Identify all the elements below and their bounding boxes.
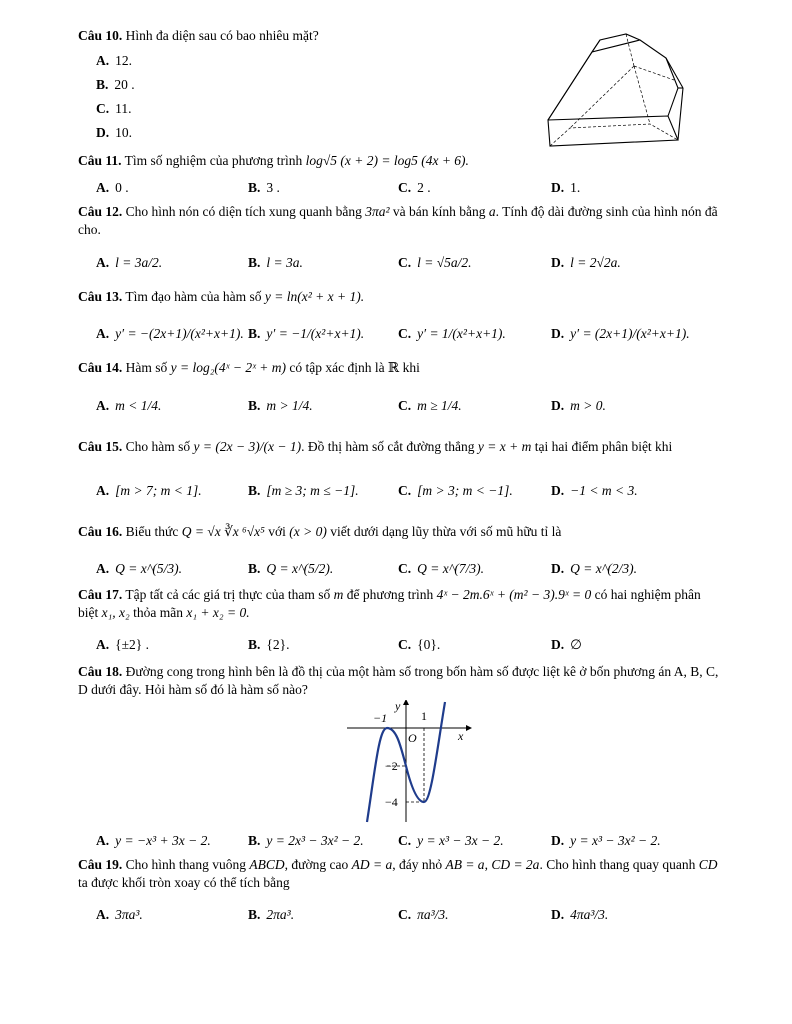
q15-option-a[interactable]: A. [m > 7; m < 1].: [96, 483, 202, 498]
q17-option-d[interactable]: D. ∅: [551, 637, 582, 652]
q16-option-c[interactable]: C. Q = x^(7/3).: [398, 561, 485, 576]
q19-option-d[interactable]: D. 4πa³/3.: [551, 907, 609, 922]
q17-option-b[interactable]: B. {2}.: [248, 637, 290, 652]
q12-option-a[interactable]: A. l = 3a/2.: [96, 255, 163, 270]
q16-option-d[interactable]: D. Q = x^(2/3).: [551, 561, 638, 576]
q14-option-b[interactable]: B. m > 1/4.: [248, 398, 313, 413]
question-15: Câu 15. Cho hàm số y = (2x − 3)/(x − 1). Đồ thị hàm số cắt đường thẳng y = x + m tại hai điểm phân biệt khi: [78, 439, 673, 454]
q16-option-a[interactable]: A. Q = x^(5/3).: [96, 561, 183, 576]
tick-minus-4: −4: [385, 795, 398, 809]
cubic-graph: [345, 700, 475, 824]
q15-option-b[interactable]: B. [m ≥ 3; m ≤ −1].: [248, 483, 359, 498]
q11-option-a[interactable]: A. 0 .: [96, 180, 129, 195]
q16-option-b[interactable]: B. Q = x^(5/2).: [248, 561, 334, 576]
q18-option-c[interactable]: C. y = x³ − 3x − 2.: [398, 833, 504, 848]
q13-option-c[interactable]: C. y′ = 1/(x²+x+1).: [398, 326, 506, 341]
question-label: Câu 10.: [78, 28, 123, 43]
tick-minus-1: −1: [373, 711, 388, 725]
polyhedron-figure: [540, 28, 690, 150]
question-17: Câu 17. Tập tất cả các giá trị thực của tham số m để phương trình 4ˣ − 2m.6ˣ + (m² − 3).9ˣ = 0 có hai nghiệm phân biệt x₁, x₂ thỏa mãn x₁ + x₂ = 0.: [78, 587, 701, 620]
q12-option-d[interactable]: D. l = 2√2a.: [551, 255, 621, 270]
question-text: Hình đa diện sau có bao nhiêu mặt?: [125, 28, 319, 43]
equation: log√5 (x + 2) = log5 (4x + 6).: [305, 153, 469, 168]
q10-option-b[interactable]: B. 20 .: [96, 77, 135, 92]
question-13: Câu 13. Tìm đạo hàm của hàm số y = ln(x² + x + 1).: [78, 289, 365, 304]
q18-option-a[interactable]: A. y = −x³ + 3x − 2.: [96, 833, 211, 848]
q14-option-a[interactable]: A. m < 1/4.: [96, 398, 162, 413]
question-11: Câu 11. Tìm số nghiệm của phương trình log√5 (x + 2) = log5 (4x + 6).: [78, 153, 469, 168]
tick-1: 1: [421, 709, 427, 723]
q17-option-c[interactable]: C. {0}.: [398, 637, 441, 652]
tick-minus-2: −2: [385, 759, 398, 773]
q15-option-d[interactable]: D. −1 < m < 3.: [551, 483, 638, 498]
q10-option-d[interactable]: D. 10.: [96, 125, 132, 140]
q13-option-d[interactable]: D. y′ = (2x+1)/(x²+x+1).: [551, 326, 690, 341]
q19-option-a[interactable]: A. 3πa³.: [96, 907, 143, 922]
q11-option-c[interactable]: C. 2 .: [398, 180, 431, 195]
q14-option-c[interactable]: C. m ≥ 1/4.: [398, 398, 462, 413]
y-label: y: [395, 700, 401, 713]
q18-option-d[interactable]: D. y = x³ − 3x² − 2.: [551, 833, 661, 848]
x-label: x: [458, 729, 464, 743]
question-18: Câu 18. Đường cong trong hình bên là đồ thị của một hàm số trong bốn hàm số được liệt kê ở bốn phương án A, B, C, D dưới đây. Hỏi hàm số đó là hàm số nào?: [78, 664, 719, 697]
origin-label: O: [408, 731, 417, 745]
q18-option-b[interactable]: B. y = 2x³ − 3x² − 2.: [248, 833, 364, 848]
q19-option-b[interactable]: B. 2πa³.: [248, 907, 295, 922]
q13-option-b[interactable]: B. y′ = −1/(x²+x+1).: [248, 326, 365, 341]
question-19: Câu 19. Cho hình thang vuông ABCD, đường cao AD = a, đáy nhỏ AB = a, CD = 2a. Cho hình thang quay quanh CD ta được khối tròn xoay có thể tích bằng: [78, 857, 718, 890]
question-12: Câu 12. Cho hình nón có diện tích xung quanh bằng 3πa² và bán kính bằng a. Tính độ dài đường sinh của hình nón đã cho.: [78, 204, 718, 237]
question-16: Câu 16. Biểu thức Q = √x ∛x ⁶√x⁵ với (x > 0) viết dưới dạng lũy thừa với số mũ hữu tỉ là: [78, 524, 562, 539]
q11-option-d[interactable]: D. 1.: [551, 180, 581, 195]
q12-option-b[interactable]: B. l = 3a.: [248, 255, 303, 270]
q10-option-c[interactable]: C. 11.: [96, 101, 132, 116]
q11-option-b[interactable]: B. 3 .: [248, 180, 280, 195]
q19-option-c[interactable]: C. πa³/3.: [398, 907, 449, 922]
q13-option-a[interactable]: A. y′ = −(2x+1)/(x²+x+1).: [96, 326, 244, 341]
q17-option-a[interactable]: A. {±2} .: [96, 637, 149, 652]
q15-option-c[interactable]: C. [m > 3; m < −1].: [398, 483, 513, 498]
q12-option-c[interactable]: C. l = √5a/2.: [398, 255, 472, 270]
question-14: Câu 14. Hàm số y = log₂(4ˣ − 2ˣ + m) có tập xác định là ℝ khi: [78, 360, 420, 375]
q14-option-d[interactable]: D. m > 0.: [551, 398, 606, 413]
q10-option-a[interactable]: A. 12.: [96, 53, 132, 68]
